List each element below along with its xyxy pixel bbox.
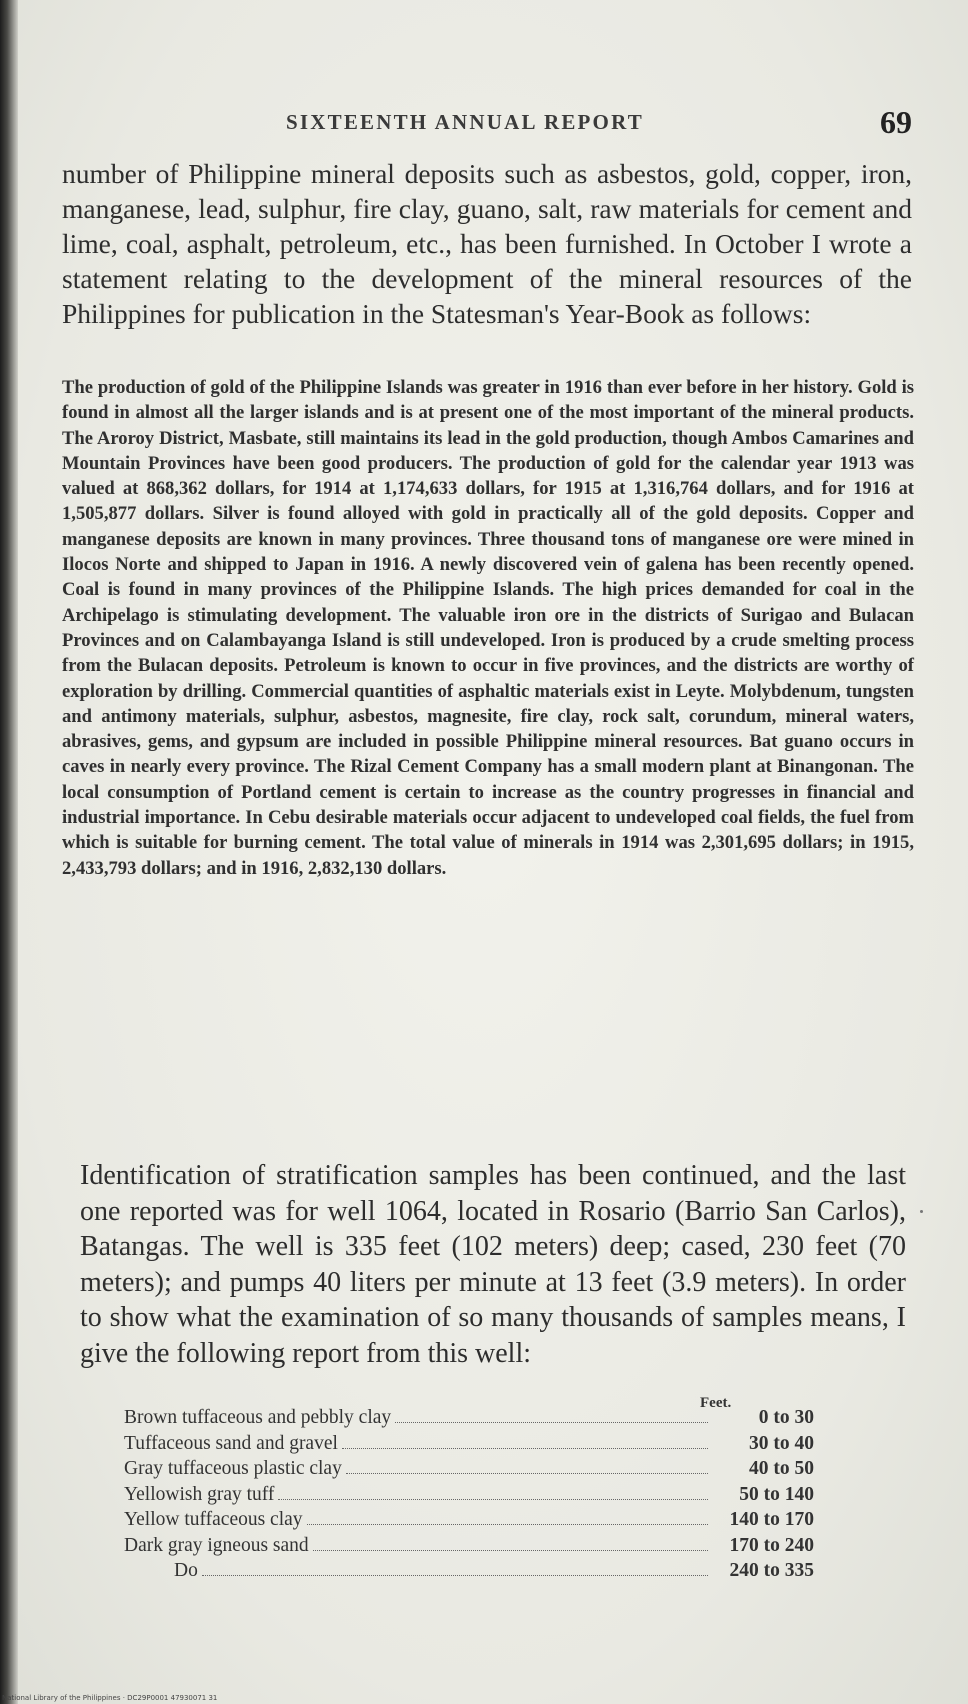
leader-dots	[278, 1499, 708, 1500]
paragraph-stratification: Identification of stratification samples has been continued, and the last one reported was for well 1064, located in Rosario (Barrio San Carlos), Batangas. The well is 335 feet (102 meters) deep; cased, 230 feet (70 meters); and pumps 40 liters per minute at 13 feet (3.9 meters). In order to show what the examination of so many thousands of samples means, I give the following report from this well:	[80, 1160, 906, 1369]
depth-cell: 50 to 140	[739, 1483, 814, 1505]
page-header	[0, 104, 968, 144]
leader-dots	[313, 1550, 708, 1551]
depth-cell: 240 to 335	[729, 1560, 814, 1581]
page-number: 69	[880, 104, 912, 140]
depth-cell: 40 to 50	[749, 1458, 814, 1479]
material-cell: Yellow tuffaceous clay	[124, 1509, 303, 1530]
running-head: SIXTEENTH ANNUAL REPORT	[286, 110, 644, 134]
material-cell: Do	[174, 1560, 198, 1581]
page-edge-shadow	[0, 0, 18, 1704]
depth-cell: 170 to 240	[729, 1534, 814, 1556]
scan-credit-footer: National Library of the Philippines · DC29P0001 47930071 31	[2, 1694, 218, 1702]
material-cell: Yellowish gray tuff	[124, 1483, 275, 1505]
depth-cell: 140 to 170	[729, 1509, 814, 1530]
table-row	[124, 1482, 814, 1508]
table-row	[124, 1456, 814, 1482]
table-row	[124, 1558, 814, 1584]
depth-cell: 0 to 30	[758, 1407, 814, 1428]
table-row	[124, 1533, 814, 1559]
table-row	[124, 1507, 814, 1533]
leader-dots	[342, 1448, 708, 1449]
leader-dots	[202, 1575, 708, 1576]
statesman-yearbook-quote: The production of gold of the Philippine Islands was greater in 1916 than ever before in her history. Gold is found in almost all the larger islands and is at present one of the most important of the mineral products. The Aroroy District, Masbate, still maintains its lead in the gold production, though Ambos Camarines and Mountain Provinces have been good producers. The production of gold for the calendar year 1913 was valued at 868,362 dollars, for 1914 at 1,174,633 dollars, for 1915 at 1,316,764 dollars, and for 1916 at 1,505,877 dollars. Silver is found alloyed with gold in practically all of the gold deposits. Copper and manganese deposits are known in many provinces. Three thousand tons of manganese ore were mined in Ilocos Norte and shipped to Japan in 1916. A newly discovered vein of galena has been recently opened. Coal is found in many provinces of the Philippine Islands. The high prices demanded for coal in the Archipelago is stimulating development. The valuable iron ore in the districts of Surigao and Bulacan Provinces and on Calambayanga Island is still undeveloped. Iron is produced by a crude smelting process from the Bulacan deposits. Petroleum is known to occur in five provinces, and the districts are worthy of exploration by drilling. Commercial quantities of asphaltic materials exist in Leyte. Molybdenum, tungsten and antimony materials, sulphur, asbestos, magnesite, fire clay, rock salt, corundum, mineral waters, abrasives, gems, and gypsum are included in possible Philippine mineral resources. Bat guano occurs in caves in nearly every province. The Rizal Cement Company has a small modern plant at Binangonan. The local consumption of Portland cement is certain to increase as the country progresses in financial and industrial importance. In Cebu desirable materials occur adjacent to undeveloped coal fields, the fuel from which is suitable for burning cement. The total value of minerals in 1914 was 2,301,695 dollars; in 1915, 2,433,793 dollars; and in 1916, 2,832,130 dollars.	[62, 377, 914, 879]
leader-dots	[395, 1422, 708, 1423]
well-log-unit-header: Feet.	[700, 1395, 732, 1411]
paragraph-intro: number of Philippine mineral deposits such as asbestos, gold, copper, iron, manganese, lead, sulphur, fire clay, guano, salt, raw materials for cement and lime, coal, asphalt, petroleum, etc., has been furnished. In October I wrote a statement relating to the development of the mineral resources of the Philippines for publication in the Statesman's Year-Book as follows:	[62, 158, 912, 329]
paper-speck	[920, 1210, 923, 1213]
leader-dots	[307, 1524, 708, 1525]
material-cell: Tuffaceous sand and gravel	[124, 1432, 338, 1454]
material-cell: Gray tuffaceous plastic clay	[124, 1458, 342, 1479]
leader-dots	[346, 1473, 708, 1474]
depth-cell: 30 to 40	[749, 1432, 814, 1454]
material-cell: Dark gray igneous sand	[124, 1534, 309, 1556]
material-cell: Brown tuffaceous and pebbly clay	[124, 1407, 392, 1428]
table-row	[124, 1431, 814, 1457]
well-log-table	[124, 1405, 814, 1584]
table-row	[124, 1405, 814, 1431]
